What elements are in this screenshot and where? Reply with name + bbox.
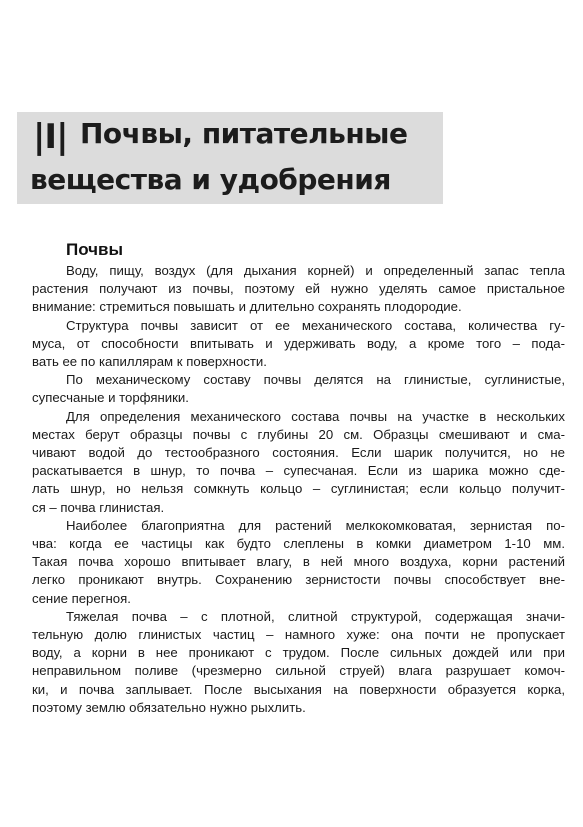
text-line: Наиболее благоприятна для растений мелкокомковатая, зернистая по- (66, 517, 565, 533)
text-line: легко проникают внутрь. Сохранению зернистости почвы способствует вне- (32, 572, 565, 588)
text-line: Тяжелая почва – с плотной, слитной структурой, содержащая значи- (66, 608, 565, 624)
chapter-title-line-1: Почвы, питательные (80, 117, 408, 150)
text-line: раскатывается в шнур, то почва – супесчаная. Если из шарика можно сде- (32, 463, 565, 479)
text-line: муса, от способности впитывать и удерживать воду, а кроме того – пода- (32, 335, 565, 351)
text-line: вать ее по капиллярам к поверхности. (32, 354, 267, 370)
text-line: ся – почва глинистая. (32, 499, 165, 515)
text-line: Структура почвы зависит от ее механического состава, количества гу- (66, 317, 565, 333)
section-heading: Почвы (66, 240, 124, 259)
paragraph (32, 517, 565, 608)
text-line: неправильном поливе (чрезмерно сильной струей) влага разрушает комоч- (32, 663, 565, 679)
text-line: воду, а корни в нее проникают с трудом. После сильных дождей или при (32, 645, 565, 661)
body-text (32, 262, 565, 717)
chapter-title-line-2: вещества и удобрения (30, 163, 391, 196)
text-line: Такая почва хорошо впитывает влагу, в ней много воздуха, корни растений (32, 554, 565, 570)
text-line: чивают водой до тестообразного состояния. Если шарик получится, но не (32, 445, 565, 461)
text-line: поэтому землю обязательно нужно рыхлить. (32, 699, 306, 715)
paragraph (32, 608, 565, 717)
text-line: Для определения механического состава почвы на участке в нескольких (66, 408, 565, 424)
chapter-number: |I| (33, 117, 68, 157)
text-line: По механическому составу почвы делятся на глинистые, суглинистые, (66, 372, 565, 388)
paragraph (32, 317, 565, 372)
text-line: лать шнур, но нельзя сомкнуть кольцо – суглинистая; если кольцо получит- (32, 481, 565, 497)
paragraph (32, 262, 565, 317)
text-line: супесчаные и торфяники. (32, 390, 189, 406)
text-line: тельную долю глинистых частиц – намного хуже: она почти не пропускает (32, 627, 565, 643)
paragraph (32, 371, 565, 407)
paragraph (32, 408, 565, 517)
text-line: растения получают из почвы, поэтому ей нужно уделять самое пристальное (32, 281, 565, 297)
text-line: сение перегноя. (32, 590, 131, 606)
text-line: внимание: стремиться повышать и длительно сохранять плодородие. (32, 299, 462, 315)
text-line: Воду, пищу, воздух (для дыхания корней) и определенный запас тепла (66, 263, 565, 278)
text-line: чва: когда ее частицы как будто слеплены в комки диаметром 1-10 мм. (32, 536, 565, 552)
text-line: ки, и почва заплывает. После высыхания на поверхности образуется корка, (32, 681, 565, 697)
text-line: местах берут образцы почвы с глубины 20 см. Образцы смешивают и сма- (32, 426, 565, 442)
